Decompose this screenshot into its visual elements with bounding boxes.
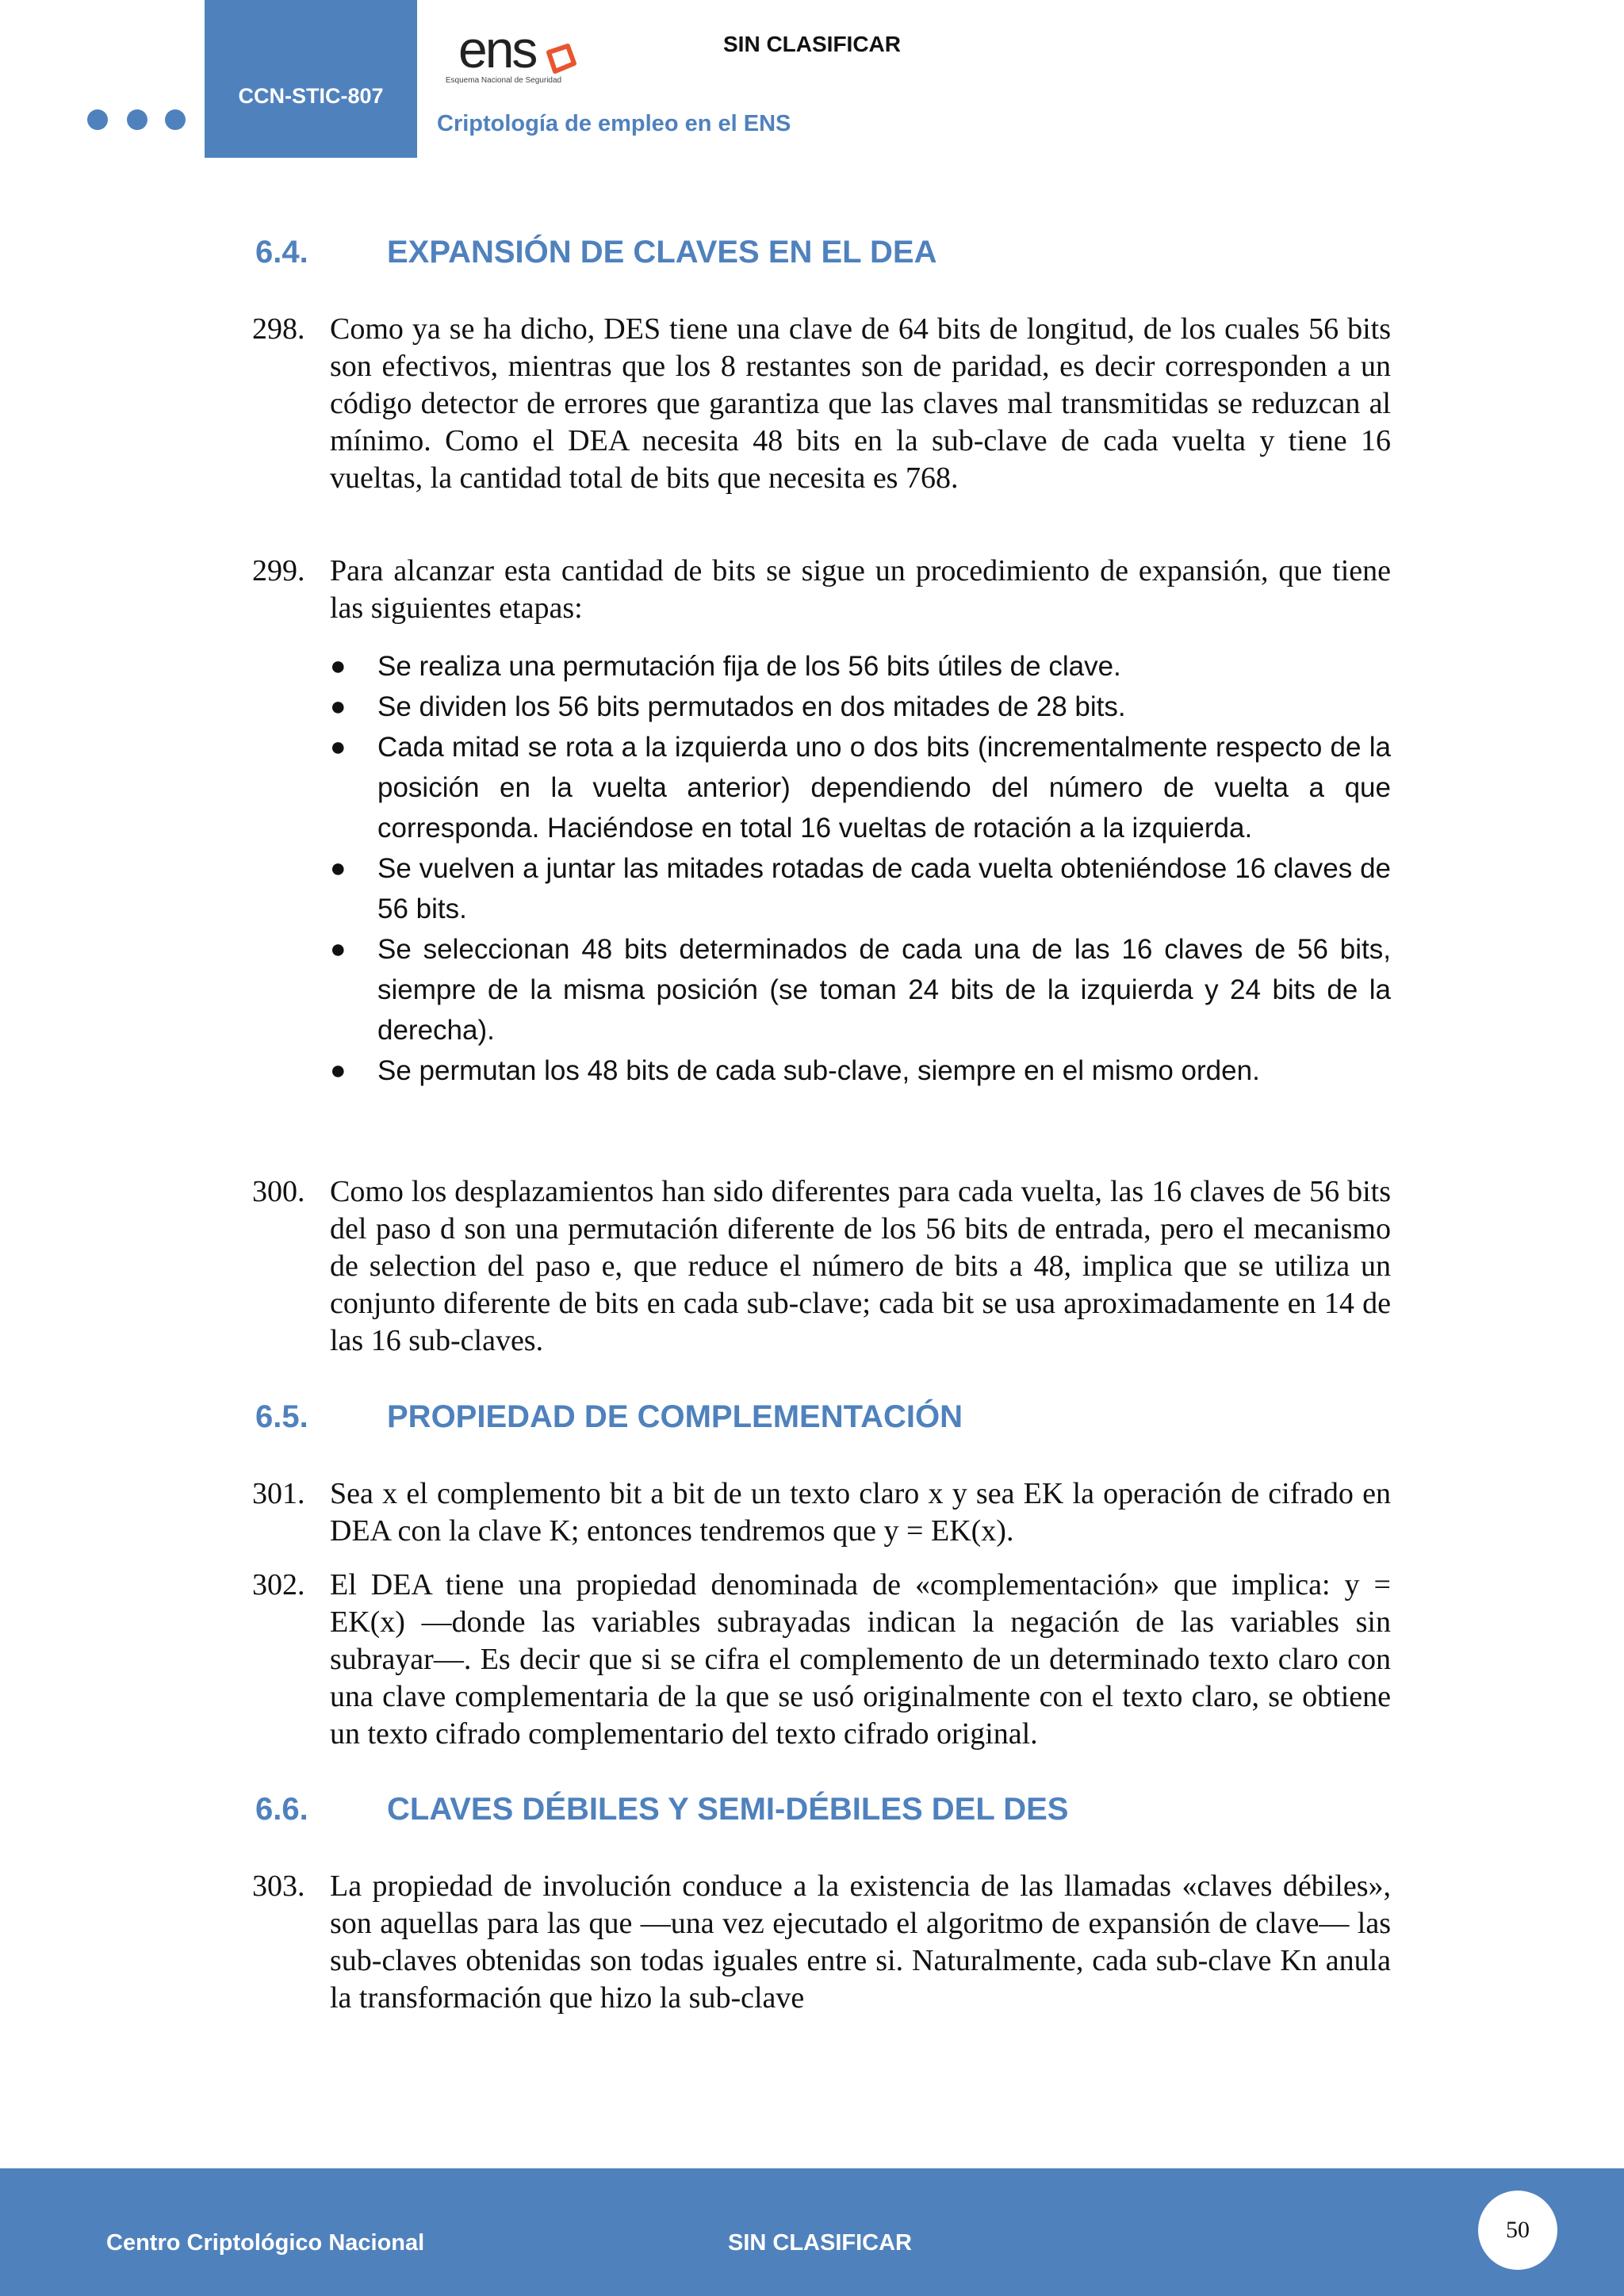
page-number: 50 bbox=[1506, 2217, 1530, 2243]
bullet-icon: ● bbox=[330, 853, 347, 883]
section-heading bbox=[255, 1399, 963, 1435]
paragraph-298 bbox=[252, 311, 1391, 497]
logo-wordmark: ens bbox=[458, 20, 536, 78]
list-item bbox=[330, 687, 1391, 727]
list-item bbox=[330, 1050, 1391, 1091]
paragraph-300 bbox=[252, 1173, 1391, 1360]
section-heading bbox=[255, 1792, 1068, 1827]
document-title: Criptología de empleo en el ENS bbox=[437, 111, 791, 136]
paragraph-text: La propiedad de involución conduce a la existencia de las llamadas «claves débiles», son aquellas para las que —una vez ejecutado el algoritmo de expansión de clave— las sub-claves obtenidas son todas iguales entre si. Naturalmente, cada sub-clave Kn anula la transformación que hizo la sub-clave bbox=[330, 1869, 1391, 2015]
paragraph-number: 301. bbox=[252, 1477, 305, 1510]
paragraph-303 bbox=[252, 1868, 1391, 2017]
paragraph-text: El DEA tiene una propiedad denominada de «complementación» que implica: y = EK(x) —donde las variables subrayadas indican la negación de las variables sin subrayar—. Es decir que si se cifra el complemento de un determinado texto claro con una clave complementaria de la que se usó originalmente con el texto claro, se obtiene un texto cifrado complementario del texto cifrado original. bbox=[330, 1568, 1391, 1751]
paragraph-number: 300. bbox=[252, 1175, 305, 1208]
bullet-icon: ● bbox=[330, 651, 347, 681]
list-item bbox=[330, 848, 1391, 929]
document-code-box bbox=[205, 0, 417, 158]
list-item-text: Se dividen los 56 bits permutados en dos mitades de 28 bits. bbox=[377, 691, 1126, 722]
paragraph-301 bbox=[252, 1475, 1391, 1550]
paragraph-text: Sea x el complemento bit a bit de un texto claro x y sea EK la operación de cifrado en DEA con la clave K; entonces tendremos que y = EK(x). bbox=[330, 1477, 1391, 1548]
bullet-icon: ● bbox=[330, 691, 347, 721]
paragraph-number: 303. bbox=[252, 1869, 305, 1903]
expansion-steps-list bbox=[330, 646, 1391, 1091]
header-dot bbox=[165, 109, 186, 130]
paragraph-text: Para alcanzar esta cantidad de bits se sigue un procedimiento de expansión, que tiene las siguientes etapas: bbox=[330, 554, 1391, 625]
list-item-text: Se permutan los 48 bits de cada sub-clave, siempre en el mismo orden. bbox=[377, 1055, 1260, 1086]
page-number-badge bbox=[1478, 2191, 1557, 2270]
paragraph-number: 298. bbox=[252, 312, 305, 346]
paragraph-text: Como los desplazamientos han sido diferentes para cada vuelta, las 16 claves de 56 bits del paso d son una permutación diferente de los 56 bits de entrada, pero el mecanismo de selection del paso e, que reduce el número de bits a 48, implica que se utiliza un conjunto diferente de bits en cada sub-clave; cada bit se usa aproximadamente en 14 de las 16 sub-claves. bbox=[330, 1175, 1391, 1357]
list-item-text: Cada mitad se rota a la izquierda uno o dos bits (incrementalmente respecto de la posición en la vuelta anterior) dependiendo del número de vuelta a que corresponda. Haciéndose en total 16 vueltas de rotación a la izquierda. bbox=[377, 732, 1391, 844]
section-title: PROPIEDAD DE COMPLEMENTACIÓN bbox=[387, 1399, 963, 1434]
header-dot bbox=[127, 109, 147, 130]
footer-classification: SIN CLASIFICAR bbox=[728, 2230, 912, 2256]
list-item bbox=[330, 646, 1391, 687]
header-dot bbox=[87, 109, 108, 130]
page-footer bbox=[0, 2168, 1624, 2296]
list-item bbox=[330, 929, 1391, 1050]
list-item-text: Se realiza una permutación fija de los 56 bits útiles de clave. bbox=[377, 651, 1121, 682]
logo-subtitle: Esquema Nacional de Seguridad bbox=[445, 76, 562, 85]
bullet-icon: ● bbox=[330, 1055, 347, 1085]
bullet-icon: ● bbox=[330, 934, 347, 964]
section-number: 6.6. bbox=[255, 1792, 308, 1827]
section-heading bbox=[255, 235, 936, 270]
list-item bbox=[330, 727, 1391, 848]
paragraph-text: Como ya se ha dicho, DES tiene una clave de 64 bits de longitud, de los cuales 56 bits son efectivos, mientras que los 8 restantes son de paridad, es decir corresponden a un código detector de errores que garantiza que las claves mal transmitidas se reduzcan al mínimo. Como el DEA necesita 48 bits en la sub-clave de cada vuelta y tiene 16 vueltas, la cantidad total de bits que necesita es 768. bbox=[330, 312, 1391, 495]
logo-mark-icon bbox=[544, 41, 579, 76]
section-title: EXPANSIÓN DE CLAVES EN EL DEA bbox=[387, 235, 937, 270]
footer-organization: Centro Criptológico Nacional bbox=[106, 2230, 425, 2256]
list-item-text: Se seleccionan 48 bits determinados de cada una de las 16 claves de 56 bits, siempre de la misma posición (se toman 24 bits de la izquierda y 24 bits de la derecha). bbox=[377, 934, 1391, 1046]
section-number: 6.4. bbox=[255, 235, 308, 270]
ens-logo bbox=[441, 20, 584, 92]
bullet-icon: ● bbox=[330, 732, 347, 762]
list-item-text: Se vuelven a juntar las mitades rotadas de cada vuelta obteniéndose 16 claves de 56 bits. bbox=[377, 853, 1391, 924]
section-title: CLAVES DÉBILES Y SEMI-DÉBILES DEL DES bbox=[387, 1792, 1069, 1827]
paragraph-299 bbox=[252, 553, 1391, 627]
document-code: CCN-STIC-807 bbox=[238, 84, 384, 108]
section-number: 6.5. bbox=[255, 1399, 308, 1434]
header-classification: SIN CLASIFICAR bbox=[723, 32, 901, 56]
paragraph-number: 302. bbox=[252, 1568, 305, 1601]
paragraph-302 bbox=[252, 1567, 1391, 1753]
paragraph-number: 299. bbox=[252, 554, 305, 587]
